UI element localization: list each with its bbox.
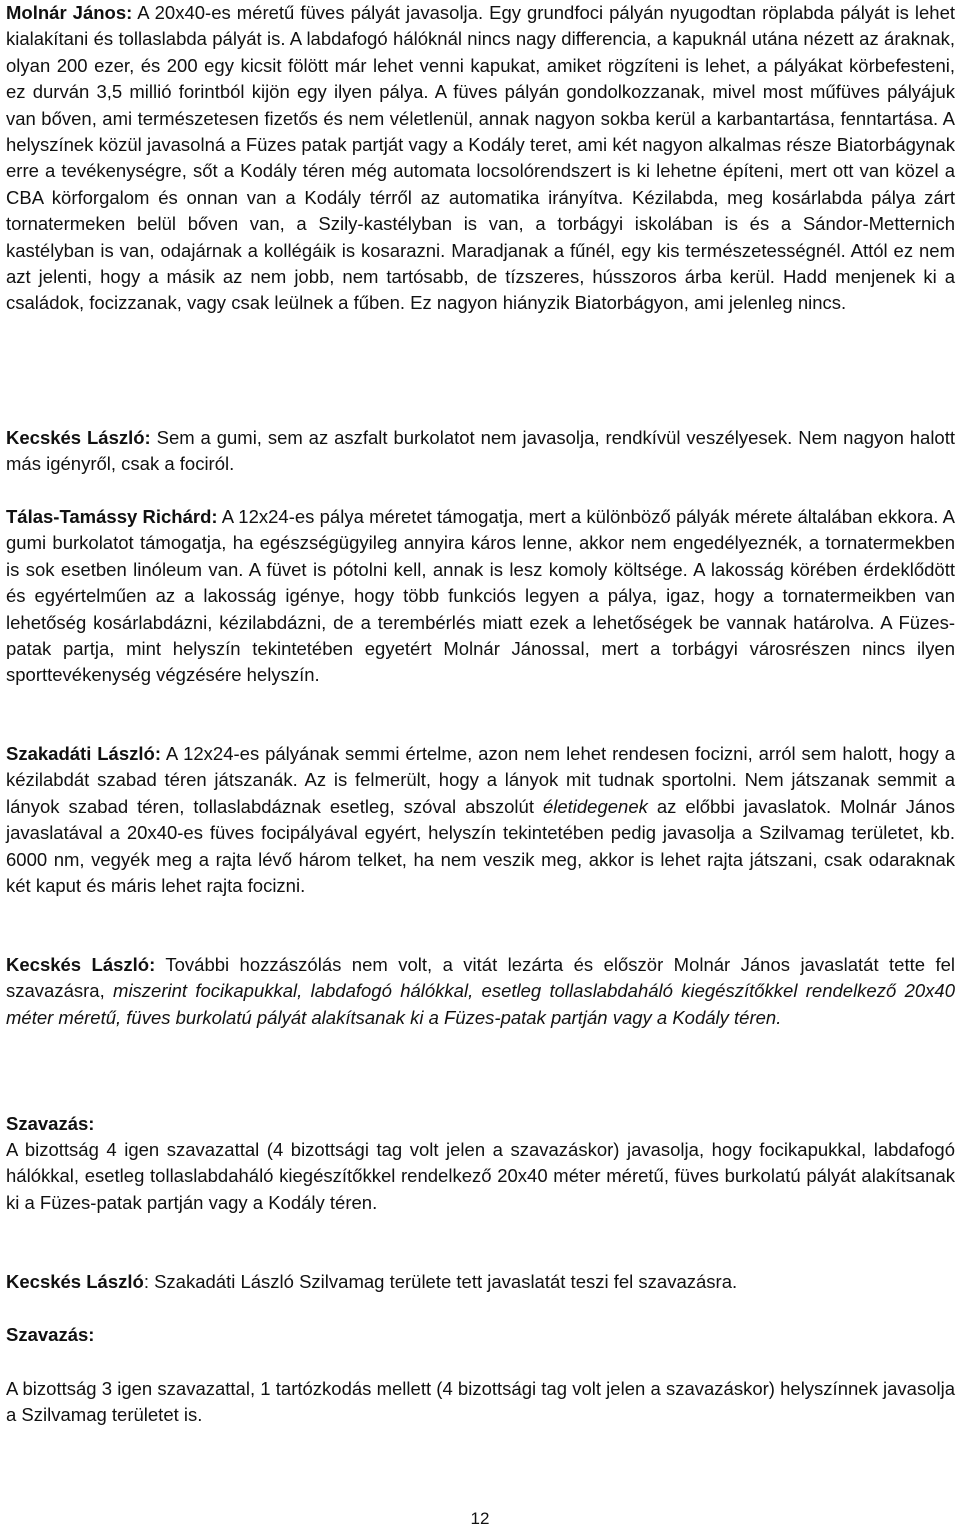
speaker-name: Kecskés László: (6, 427, 151, 448)
paragraph-text: Sem a gumi, sem az aszfalt burkolatot nem javasolja, rendkívül veszélyesek. Nem nagyon halott más igényről, csak a fociról. (6, 427, 955, 475)
paragraph-kecskes-laszlo-3 (6, 1269, 955, 1295)
speaker-name: Szakadáti László: (6, 743, 161, 764)
speaker-name: Kecskés László: (6, 954, 156, 975)
paragraph-molnar-janos (6, 0, 955, 317)
paragraph-italic-text: miszerint focikapukkal, labdafogó hálókkal, esetleg tollaslabdaháló kiegészítőkkel rendelkező 20x40 méter méretű, füves burkolatú pályát alakítsanak ki a Füzes-patak partján vagy a Kodály téren. (6, 980, 955, 1028)
voting-heading-2: Szavazás: (6, 1324, 95, 1345)
speaker-name: Kecskés László (6, 1271, 144, 1292)
voting-result-1: A bizottság 4 igen szavazattal (4 bizottsági tag volt jelen a szavazáskor) javasolja, hogy focikapukkal, labdafogó hálókkal, esetleg tollaslabdaháló kiegészítőkkel rendelkező 20x40 méter méretű, füves burkolatú pályát alakítsanak ki a Füzes-patak partján vagy a Kodály téren. (6, 1139, 955, 1213)
paragraph-kecskes-laszlo-2 (6, 952, 955, 1031)
paragraph-text: : Szakadáti László Szilvamag területe tett javaslatát teszi fel szavazásra. (143, 1271, 738, 1292)
voting-heading-1: Szavazás: (6, 1113, 95, 1134)
page-number: 12 (470, 1509, 490, 1528)
speaker-name: Molnár János: (6, 2, 133, 23)
paragraph-text: az előbbi javaslatok. Molnár János javaslatával a 20x40-es füves focipályával egyért, helyszín tekintetében pedig javasolja a Szilvamag területet, kb. 6000 nm, vegyék meg a rajta lévő három telket, ha nem veszik meg, akkor is lehet rajta játszani, csak odaraknak két kaput és máris lehet rajta focizni. (6, 795, 955, 897)
paragraph-szakadati-laszlo (6, 741, 955, 899)
paragraph-text: A 12x24-es pályának semmi értelme, azon nem lehet rendesen focizni, arról sem halott, hogy a kézilabdát szabad téren játszanák. Az is felmerült, hogy a lányok mit tudnak sportolni. Nem játszanak semmit a lányok szabad téren, tollaslabdáznak esetleg, szóval abszolút (6, 743, 955, 817)
paragraph-kecskes-laszlo-1 (6, 425, 955, 478)
paragraph-italic-text: életidegenek (542, 795, 648, 817)
paragraph-text: További hozzászólás nem volt, a vitát lezárta és először Molnár János javaslatát tette fel szavazásra, (6, 954, 956, 1002)
speaker-name: Tálas-Tamássy Richárd: (6, 506, 218, 527)
paragraph-text: A 12x24-es pálya méretet támogatja, mert a különböző pályák mérete általában ekkora. A gumi burkolatot támogatja, ha egészségügyileg annyira káros lenne, akkor nem engedélyeznék, a tornatermekben is sok esetben linóleum van. A füvet is pótolni kell, annak is lesz komoly költsége. A lakosság körében érdeklődött és egyértelműen az a lakosság igénye, hogy több funkciós legyen a pálya, igaz, hogy a tornatermeikben van lehetőség kosárlabdázni, kézilabdázni, de a terembérlés miatt ezek a lehetőségek be vannak határolva. A Füzes-patak partja, mint helyszín tekintetében egyetért Molnár Jánossal, mert a torbágyi városrészen nincs ilyen sporttevékenység végzésére helyszín. (6, 506, 955, 686)
paragraph-talas-tamassy-richard (6, 504, 955, 689)
paragraph-text: A 20x40-es méretű füves pályát javasolja. Egy grundfoci pályán nyugodtan röplabda pályát is lehet kialakítani és tollaslabda pályát is. A labdafogó hálóknál nincs nagy differencia, a kapuknál utána nézett az áraknak, olyan 200 ezer, és 200 egy kicsit fölött már lehet venni kapukat, amiket rögzíteni is lehet, a pályákat körbefesteni, ez durván 3,5 millió forintból kijön egy ilyen pálya. A füves pályán gondolkozzanak, mivel most műfüves pályájuk van bőven, ami természetesen fizetős és nem véletlenül, annak nagyon sokba kerül a karbantartása, fenntartása. A helyszínek közül javasolná a Füzes patak partját vagy a Kodály teret, ami két nagyon alkalmas része Biatorbágynak erre a tevékenységre, sőt a Kodály téren még automata locsolórendszert is ki lehetne építeni, mert ott van közel a CBA körforgalom és onnan van a Kodály térről az automatika irányítva. Kézilabda, meg kosárlabda pálya zárt tornatermeken belül bőven van, a Szily-kastélyban is van, a torbágyi iskolában is és a Sándor-Metternich kastélyban is van, odajárnak a kollégáik is kosarazni. Maradjanak a fűnél, egy kis természetességnél. Attól ez nem azt jelenti, hogy a másik az nem jobb, nem tartósabb, de tízszeres, hússzoros árba kerül. Hadd menjenek ki a családok, focizzanak, vagy csak leülnek a fűben. Ez nagyon hiányzik Biatorbágyon, ami jelenleg nincs. (6, 2, 955, 314)
voting-result-2: A bizottság 3 igen szavazattal, 1 tartózkodás mellett (4 bizottsági tag volt jelen a szavazáskor) helyszínnek javasolja a Szilvamag területet is. (6, 1378, 955, 1426)
